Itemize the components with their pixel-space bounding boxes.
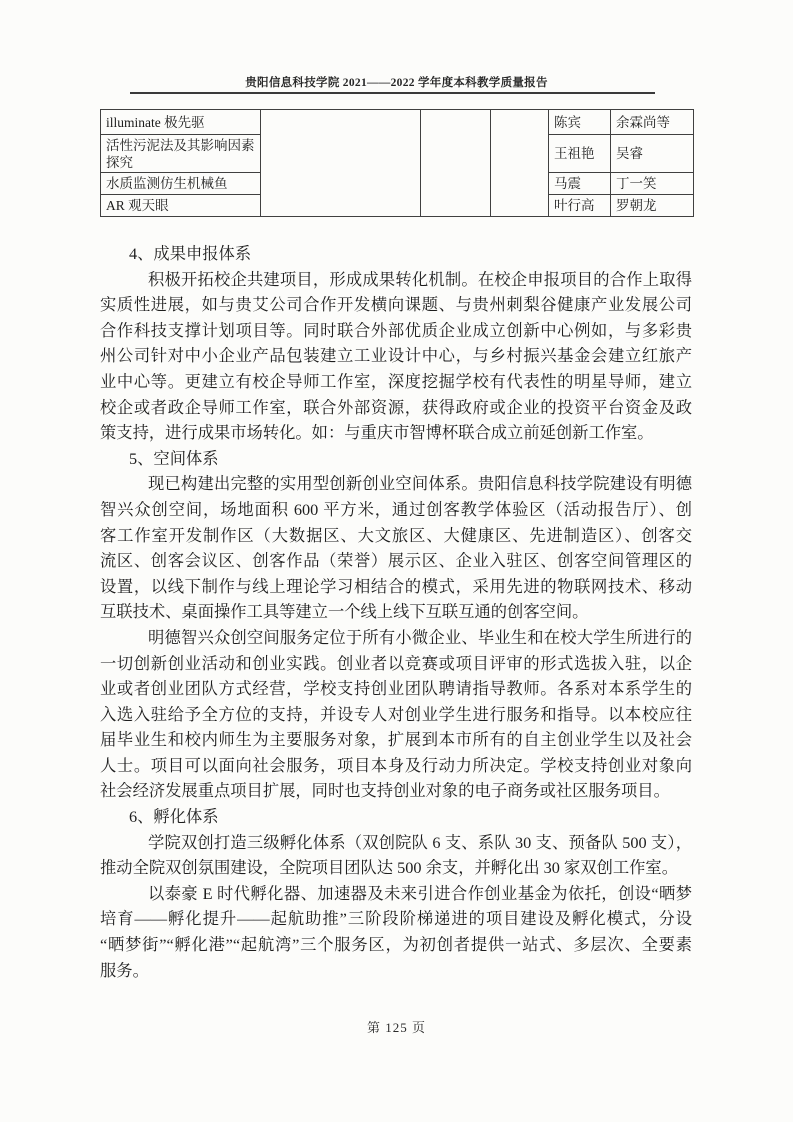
body-line: 明德智兴众创空间服务定位于所有小微企业、毕业生和在校大学生所进行的	[148, 627, 692, 647]
body-line: 现已构建出完整的实用型创新创业空间体系。贵阳信息科技学院建设有明德	[148, 474, 692, 494]
body-line: 届毕业生和校内师生为主要服务对象，扩展到本市所有的自主创业学生以及社会	[100, 730, 692, 750]
body-line: 互联技术、桌面操作工具等建立一个线上线下互联互通的创客空间。	[100, 602, 589, 622]
section-heading: 5、空间体系	[129, 448, 219, 468]
body-line: 策支持，进行成果市场转化。如：与重庆市智博杯联合成立前延创新工作室。	[100, 423, 654, 443]
project-cell: AR 观天眼	[101, 195, 261, 217]
body-line: 社会经济发展重点项目扩展，同时也支持创业对象的电子商务或社区服务项目。	[100, 781, 670, 801]
body-line: 客工作室开发制作区（大数据区、大文旅区、大健康区、先进制造区）、创客交	[100, 525, 692, 545]
page-header-title: 贵阳信息科技学院 2021——2022 学年度本科教学质量报告	[245, 77, 548, 89]
leader-cell: 陈宾	[549, 110, 611, 135]
empty-cell	[421, 110, 491, 217]
project-cell: illuminate 极先驱	[101, 110, 261, 135]
body-line: 以泰豪 E 时代孵化器、加速器及未来引进合作创业基金为依托，创设“晒梦	[148, 883, 692, 903]
section-heading: 4、成果申报体系	[129, 244, 252, 263]
body-line: 流区、创客会议区、创客作品（荣誉）展示区、企业入驻区、创客空间管理区的	[100, 551, 692, 571]
body-line: 实质性进展，如与贵艾公司合作开发横向课题、与贵州刺梨谷健康产业发展公司	[100, 295, 692, 315]
members-cell: 罗朝龙	[611, 195, 694, 217]
leader-cell: 王祖艳	[549, 135, 611, 173]
body-line: 州公司针对中小企业产品包装建立工业设计中心，与乡村振兴基金会建立红旅产	[100, 346, 692, 366]
empty-cell	[491, 110, 549, 217]
body-line: 服务。	[100, 960, 149, 980]
members-cell: 吴睿	[611, 135, 694, 173]
body-text	[100, 241, 692, 983]
body-line: 业中心等。更建立有校企导师工作室，深度挖掘学校有代表性的明星导师，建立	[100, 371, 692, 391]
section-heading: 6、孵化体系	[129, 807, 219, 827]
body-line: 合作科技支撑计划项目等。同时联合外部优质企业成立创新中心例如，与多彩贵	[100, 320, 692, 340]
projects-table	[100, 109, 694, 217]
body-line: 设置，以线下制作与线上理论学习相结合的模式，采用先进的物联网技术、移动	[100, 576, 692, 596]
body-line: 积极开拓校企共建项目，形成成果转化机制。在校企申报项目的合作上取得	[148, 269, 692, 289]
body-line: 智兴众创空间，场地面积 600 平方米，通过创客教学体验区（活动报告厅）、创	[100, 499, 692, 519]
body-line: 培育——孵化提升——起航助推”三阶段阶梯递进的项目建设及孵化模式，分设	[100, 909, 692, 929]
body-line: 推动全院双创氛围建设，全院项目团队达 500 余支，并孵化出 30 家双创工作室。	[100, 858, 678, 878]
members-cell: 丁一笑	[611, 173, 694, 195]
body-line: 学院双创打造三级孵化体系（双创院队 6 支、系队 30 支、预备队 500 支），	[148, 832, 692, 852]
table-row	[101, 110, 694, 135]
empty-cell	[261, 110, 421, 217]
body-line: 校企或者政企导师工作室，联合外部资源，获得政府或企业的投资平台资金及政	[100, 397, 692, 417]
body-line: 业或者创业团队方式经营，学校支持创业团队聘请指导教师。各系对本系学生的	[100, 679, 692, 699]
body-line: 一切创新创业活动和创业实践。创业者以竞赛或项目评审的形式选拔入驻，以企	[100, 653, 692, 673]
body-line: 人士。项目可以面向社会服务，项目本身及行动力所决定。学校支持创业对象向	[100, 755, 692, 775]
leader-cell: 叶行高	[549, 195, 611, 217]
page-number: 第 125 页	[366, 1020, 426, 1035]
body-line: 入选入驻给予全方位的支持，并设专人对创业学生进行服务和指导。以本校应往	[100, 704, 692, 724]
project-cell: 活性污泥法及其影响因素探究	[101, 135, 261, 173]
body-line: “晒梦街”“孵化港”“起航湾”三个服务区，为初创者提供一站式、多层次、全要素	[100, 935, 692, 955]
members-cell: 余霖尚等	[611, 110, 694, 135]
project-cell: 水质监测仿生机械鱼	[101, 173, 261, 195]
leader-cell: 马震	[549, 173, 611, 195]
header-rule	[130, 92, 655, 94]
